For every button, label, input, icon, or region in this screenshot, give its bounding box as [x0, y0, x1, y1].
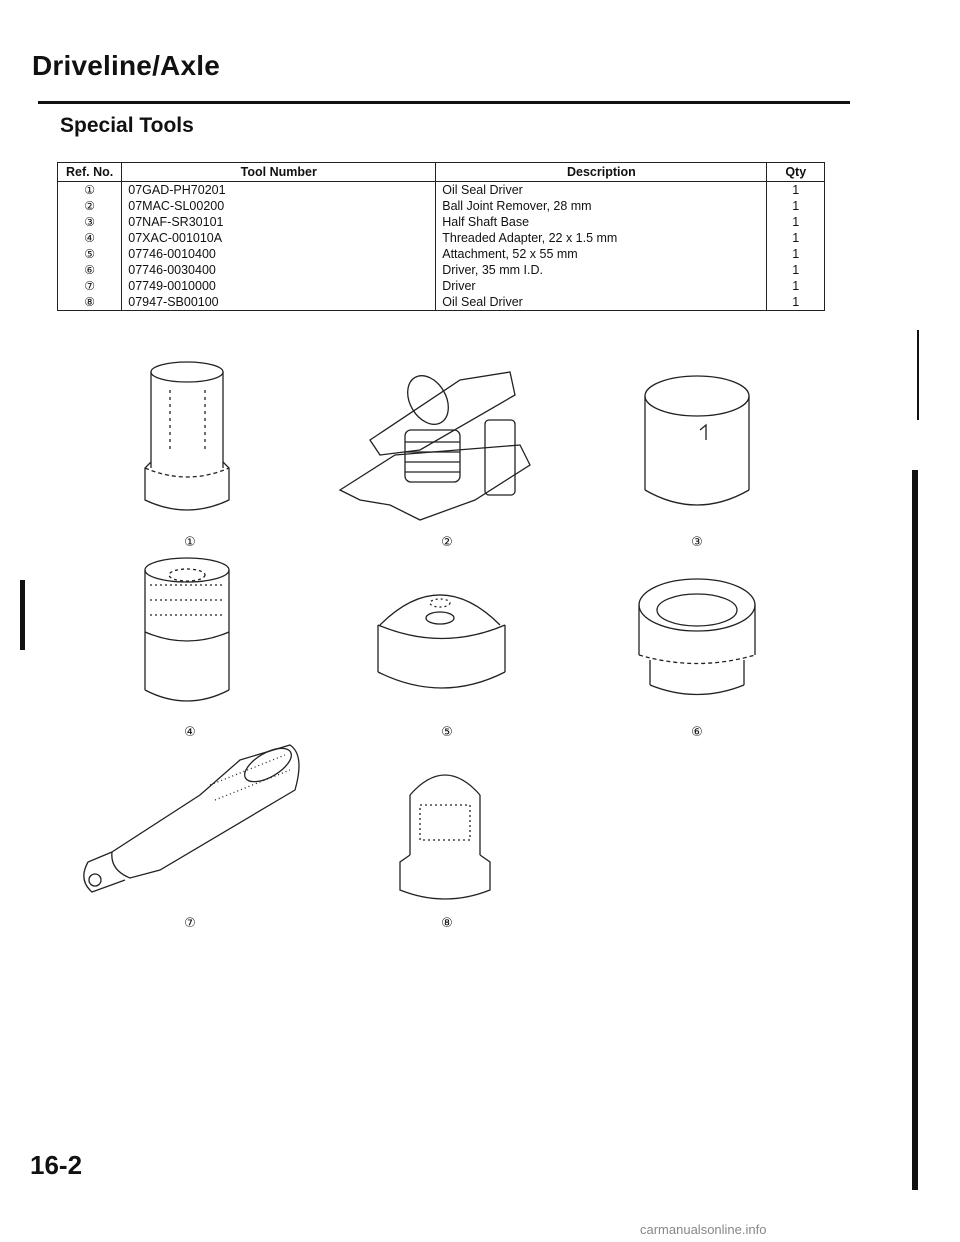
description-cell: Threaded Adapter, 22 x 1.5 mm [436, 230, 767, 246]
description-cell: Oil Seal Driver [436, 182, 767, 199]
description-cell: Oil Seal Driver [436, 294, 767, 311]
watermark: carmanualsonline.info [640, 1222, 767, 1237]
qty-cell: 1 [767, 182, 825, 199]
binder-tab-mark [20, 580, 25, 650]
page-number: 16-2 [30, 1150, 83, 1180]
ref-cell: ⑥ [58, 262, 122, 278]
tool-illustration-threaded-adapter [145, 558, 229, 701]
figure-label-5: ⑤ [441, 725, 453, 740]
tool-number-cell: 07749-0010000 [122, 278, 436, 294]
tool-number-cell: 07746-0010400 [122, 246, 436, 262]
ref-cell: ⑤ [58, 246, 122, 262]
tool-number-cell: 07GAD-PH70201 [122, 182, 436, 199]
tool-number-cell: 07746-0030400 [122, 262, 436, 278]
description-cell: Attachment, 52 x 55 mm [436, 246, 767, 262]
column-header-ref: Ref. No. [58, 163, 122, 182]
ref-cell: ⑧ [58, 294, 122, 311]
figure-label-3: ③ [691, 535, 703, 550]
tool-number-cell: 07MAC-SL00200 [122, 198, 436, 214]
figure-label-2: ② [441, 535, 453, 550]
figure-label-4: ④ [184, 725, 196, 740]
column-header-description: Description [436, 163, 767, 182]
tool-illustration-half-shaft-base [645, 376, 749, 505]
qty-cell: 1 [767, 198, 825, 214]
figure-label-7: ⑦ [184, 916, 196, 931]
tool-illustration-driver-handle [84, 742, 299, 892]
binder-edge-line [912, 470, 918, 1190]
figure-label-6: ⑥ [691, 725, 703, 740]
tool-illustration-oil-seal-driver [145, 362, 229, 510]
description-cell: Half Shaft Base [436, 214, 767, 230]
column-header-qty: Qty [767, 163, 825, 182]
qty-cell: 1 [767, 214, 825, 230]
tool-illustration-oil-seal-driver-small [400, 775, 490, 899]
subsection-title: Special Tools [60, 114, 194, 137]
tool-illustration-ball-joint-remover [340, 368, 530, 520]
qty-cell: 1 [767, 230, 825, 246]
binder-edge-line [917, 330, 919, 420]
qty-cell: 1 [767, 278, 825, 294]
tool-number-cell: 07947-SB00100 [122, 294, 436, 311]
description-cell: Ball Joint Remover, 28 mm [436, 198, 767, 214]
tool-number-cell: 07NAF-SR30101 [122, 214, 436, 230]
figure-label-1: ① [184, 535, 196, 550]
figure-label-8: ⑧ [441, 916, 453, 931]
description-cell: Driver, 35 mm I.D. [436, 262, 767, 278]
ref-cell: ③ [58, 214, 122, 230]
qty-cell: 1 [767, 246, 825, 262]
column-header-tool-number: Tool Number [122, 163, 436, 182]
description-cell: Driver [436, 278, 767, 294]
ref-cell: ④ [58, 230, 122, 246]
section-title: Driveline/Axle [32, 50, 220, 81]
tool-illustration-driver-35mm [639, 579, 755, 695]
tool-number-cell: 07XAC-001010A [122, 230, 436, 246]
ref-cell: ② [58, 198, 122, 214]
qty-cell: 1 [767, 262, 825, 278]
ref-cell: ⑦ [58, 278, 122, 294]
ref-cell: ① [58, 182, 122, 199]
qty-cell: 1 [767, 294, 825, 311]
tool-illustration-attachment [378, 595, 505, 688]
